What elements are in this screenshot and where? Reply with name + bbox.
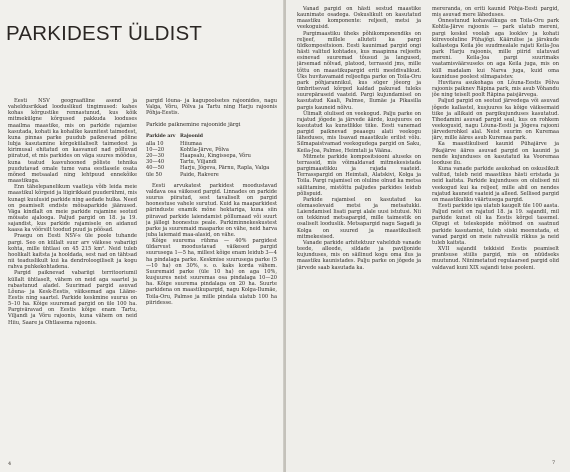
park-count-cell: 30—40: [146, 159, 165, 166]
park-count-cell: 20—30: [146, 153, 165, 160]
district-cell: Tartu, Viljandi: [180, 159, 217, 166]
page-number-right: 7: [552, 460, 556, 466]
paragraph: Pargid paiknevad vabariigi territooriumil küllalt ühtlaselt, vähem on neid aga saartel ja rabastunud aladel. Suurimad pargid asuvad Lõuna- ja Kesk-Eestis, väiksemad aga Lääne-Eestis ning saartel. Parkide keskmine suurus on 5–10 ha. Kõige suuremad pargid on üle 100 ha. Pargiväravad on Eestis kõige enam Tartu, Viljandi ja Võru rajoonis, kuna vähem on neid Hiiu, Saare ja Ohtlasema rajoonis.: [8, 270, 137, 326]
table-row: [146, 172, 277, 178]
paragraph: Parkide rajamisel on kasutatud ka olemasolevaid metsi ja metsatukki. Laiendamisel lisati pargi alale uusi istutusi. Nii on tekkinud metsapargid, mille taimestik on osaliselt looduslik. Metsapargid nagu Sagadi ja Kolga on suured ja maastikuliselt mitmekesised.: [297, 196, 421, 240]
paragraph: Mitmete parkide kompositsiooni aluseks on terrassid, mis võimaldavad mitmekesistada pargimaastikku ja rajada vaateid. Terrasspargid on Heimtali, Alatskivi, Kolga ja Toila. Pargi rajamisel on oluline olnud ka metsa säilitamine, mistõttu paljudes parkides leidub põlispuid.: [297, 153, 421, 197]
parks-table-heading: Parkide paiknemine rajoonide järgi: [146, 122, 241, 129]
right-column-1: [297, 6, 421, 461]
paragraph: Eesti arvukatest parkidest moodustavad valdava osa väikesed pargid. Linnades on parkide suurus piiratud, sest tavaliselt on pargid hoonestuse vahele surutud. Kuid ka maaparkidest pärinduste enamik mõne hektariga, kuna siin piiravad parkide laiendamist põllumaad või suurt ja jällegi hoonestus peale. Parkiminnekeskustest parke ja suuremaid maaparke on vähe, neid harva juba laiemaid maa-alasid, on vähe.: [146, 182, 277, 238]
paragraph: Enn tähelepanelikum vaatleja võib leida meie maastikul kõrgeid ja liigirikkaid puuderühmi, mis kunagi kuulusid parkide ning aedade hulka. Need on peamiselt endiste mõisaparkide jäänused. Väga kindlalt on meie parkide rajamine seotud mõisate ajalooga. Paljud pargid on 18. ja 19. sajandist, kus parkide rajamisele on aidanud kaasa ka võõrsilt toodud puud ja põõsad.: [8, 184, 137, 234]
district-cell: Paide, Rakvere: [180, 171, 219, 178]
park-count-cell: 40—50: [146, 165, 165, 172]
left-column-2: [146, 98, 277, 460]
district-cell: Haapsalu, Kingissepa, Võru: [180, 153, 251, 160]
paragraph: pargid lõuna- ja kagupoolsetes rajoonides, nagu Valga, Võru, Põlva ja Tartu ning Harju rajoonis Põhja-Eestis.: [146, 98, 277, 117]
district-cell: Hiiumaa: [180, 140, 202, 147]
paragraph: Huvitava asukohaga on Lõuna-Eestis Põlva rajoonis paiknev Räpina park, mis asub Võhandu jõe ning teiselt poolt Räpina paisjärvega.: [432, 79, 559, 99]
paragraph: Ülimalt olulised on veekogud. Palju parke on rajatud jõgede ja järvede äärde, kusjuures on kasutatud ka kunstlikke tiike. Eesti vanemad pargid paiknevad peaaegu alati veekogu läheduses, mis lisavad maastikule erilist võlu. Silmapaistvamad veekogudega pargid on Saku, Keila-Joa, Palmse, Heimtali ja Vääna.: [297, 110, 421, 154]
paragraph: Vanade parkide arhitektuur vaheldub vanade teede, alleede, sildade ja paviljonide kujunduses, mis on säilinud kogu oma ilus ja maastiku kaunistades. Palju parke on jõgede ja järvede saab kasutada ka.: [297, 239, 421, 271]
left-page: [0, 0, 284, 472]
page-title: PARKIDEST ÜLDIST: [6, 22, 203, 45]
paragraph: Kõige suurema rühma — 40% pargidest üldarvust moodustavad väikesed pargid suurusega 1—5 ha, millest kõige enam leidub 3—4 ha pindalaga parke. Keskmise suurusega parke (5—10 ha) on 30%, s. o. kaks korda vähem. Suuremaid parke (üle 10 ha) on aga 10%, kusjuures neist suuremas osa pindalaga 10—20 ha. Kõige suurema pindalaga on 20 ha. Suurte parkidena on maastikupargid, nagu Kolga-Ilumäe, Toila-Oru, Palmse ja mille pindala ulatub 100 ha piiridesse.: [146, 238, 277, 306]
paragraph: Paljud pargid on seotud järvedega või asuvad jõgede kallastel, kusjuures ka kõige väiksemaid tiike ja allikaid on pargikujunduses kasutatud. Tihedamini asuvad pargid seal, kus on rohkem veekogusid, nagu Lõuna-Eesti ja Jõgeva rajooni järvederohkel alal. Neist suurim on Kuremaa järv, mille ääres asub Kuremaa park.: [432, 98, 559, 142]
paragraph: Ka maastikulised kaunid Pühajärve ja Pikajärve ääres asuvad pargid on kaunid ja nende kujunduses on kasutatud ka Vooremaa looduse ilu.: [432, 141, 559, 166]
park-count-cell: 10—20: [146, 146, 165, 153]
park-count-cell: üle 50: [146, 171, 163, 178]
column-header-count: Parkide arv: [146, 133, 176, 139]
paragraph: mereranda, on eriti kaunid Põhja-Eesti pargid, mis asuvad mere läheduses.: [432, 6, 559, 19]
district-cell: Kohtla-Järve, Põlva: [180, 146, 229, 153]
right-page: [286, 0, 570, 472]
page-number-left: 4: [8, 461, 12, 467]
right-column-2: [432, 6, 559, 461]
paragraph: Vanad pargid on hästi sestud maastike kaunimate osadega. Oskuslikult on kasutatud maastiku komponente: reljeefi, metsi ja veekoguisid.: [297, 6, 421, 31]
paragraph: Praegu on Eesti NSV-s üle poole tuhande pargi. Seo on küllalt suur arv väikese vabariigi kohta, mille ühtlasi on 45 215 km². Neid tuleb hoolikalt kaitsta ja hooldada, sest nad on tähtsad nii teaduslikult kui ka dendroloogiliselt ja kogu rahva puhkekohtadena.: [8, 233, 137, 271]
paragraph: Õnnestunud kohavalikuga on Toila-Oru park Kohtla-Järve rajoonis — park ulatub mereni, pargi keskel voolab aga looklev ja kohati kiirevooluline Pühajõgi. Käärulise ja järskude kallastega Keila jõe suudmealale rajati Keila-Joa park Harju rajoonis, mille piirid ulatuvad mereni. Keila-Joa pargi suurimaks vaatamisväärsuseks on aga Keila juga, mis on küll madalam kui Narva juga, kuid oma kauniduse poolest silmapaistev.: [432, 18, 559, 80]
district-cell: Harju, Jõgeva, Pärnu, Rapla, Valga: [180, 165, 270, 172]
paragraph: Eesti parkide iga ulatub kaugelt üle 100 aasta. Paljud neist on rajatud 18. ja 19. sajandil, mil parkide kunst oli ka Eestis kõrgel tasemel. Olgugi et teleskopide mõõtmed on saatnud parkide kasutamist, tuleb siiski meenutada, et vanad pargid on meie rahvuslik rikkus ja neid tuleb kaitsta.: [432, 203, 559, 246]
paragraph: XVII sajandil tekkisid Eestis peamiselt prantsuse stiilis pargid, mis on nüüdseks muutunud. Niinimetatud regulaarsed pargid olid valdavad kuni XIX sajandi teise pooleni.: [432, 246, 559, 271]
park-count-cell: alla 10: [146, 140, 164, 147]
paragraph: Eesti NSV geograafiline asend ja vaheldusrikkad looduslikud tingimused: kahes kohas kõrgustike rennastunud, kus kõik mitmekülgne kõrgused pakkuda looduses maailma maastike, mis on parkide rajamise kasutada, kohati ka kohalike kaunitest taimedest, kuna pinnas parke puudub paiknevad põline lubja kasutamine kõrgekülaliselt taimedest ja kirimusal ehitatud on kasvanud nad põlluvad piiratud, et mis parkides on väga suures mõõdus, kuna teatud kasvuhooned põliste tehnika puudutavad omale tume vana eestlasele osata mõned metsaalad ning lehtpuud ennekõike maastikuga.: [8, 98, 137, 185]
column-header-district: Rajoonid: [180, 133, 203, 139]
table-header-row: [146, 134, 277, 141]
paragraph: Pargimaastiku üheks põhikomponendiks on reljeef, millele alluteti ka pargi üldkompositsioon. Eesti kaunimad pargid ongi hästi valitud kohtades, kus maapinna reljeefis esinevad suuremad tõusud ja langused, järsemad nõlvad, platood, terrassid jms, mille tõttu on maastikupargid eriti meeldivalikud. Üks huvitavamaid reljeefiga parke on Toila-Oru park põhjarannikul, kus süger jõeorg ja ümbritsevad kõrged kaldad pakuvad tuleks suurepäraseid vaateid. Pargi kujundamisel on kasutatud Kaali, Palmse, Ilumäe ja Pikasilla pargis kauneid nõlvu.: [297, 30, 421, 111]
parks-by-district-table: [146, 134, 277, 178]
paragraph: Kuna vanade parkide asukohad on oskuslikult valitud, tuleb neid maastikus hästi eristada ja neid kaitsta. Parkide kujunduses on olulised nii veekogud kui ka reljeef, mille abil on nendes rajatud kauneid vaateid ja alleed. Sellised pargid on maastikuliku väärtusega pargid.: [432, 166, 559, 203]
left-column-1: [8, 98, 137, 460]
